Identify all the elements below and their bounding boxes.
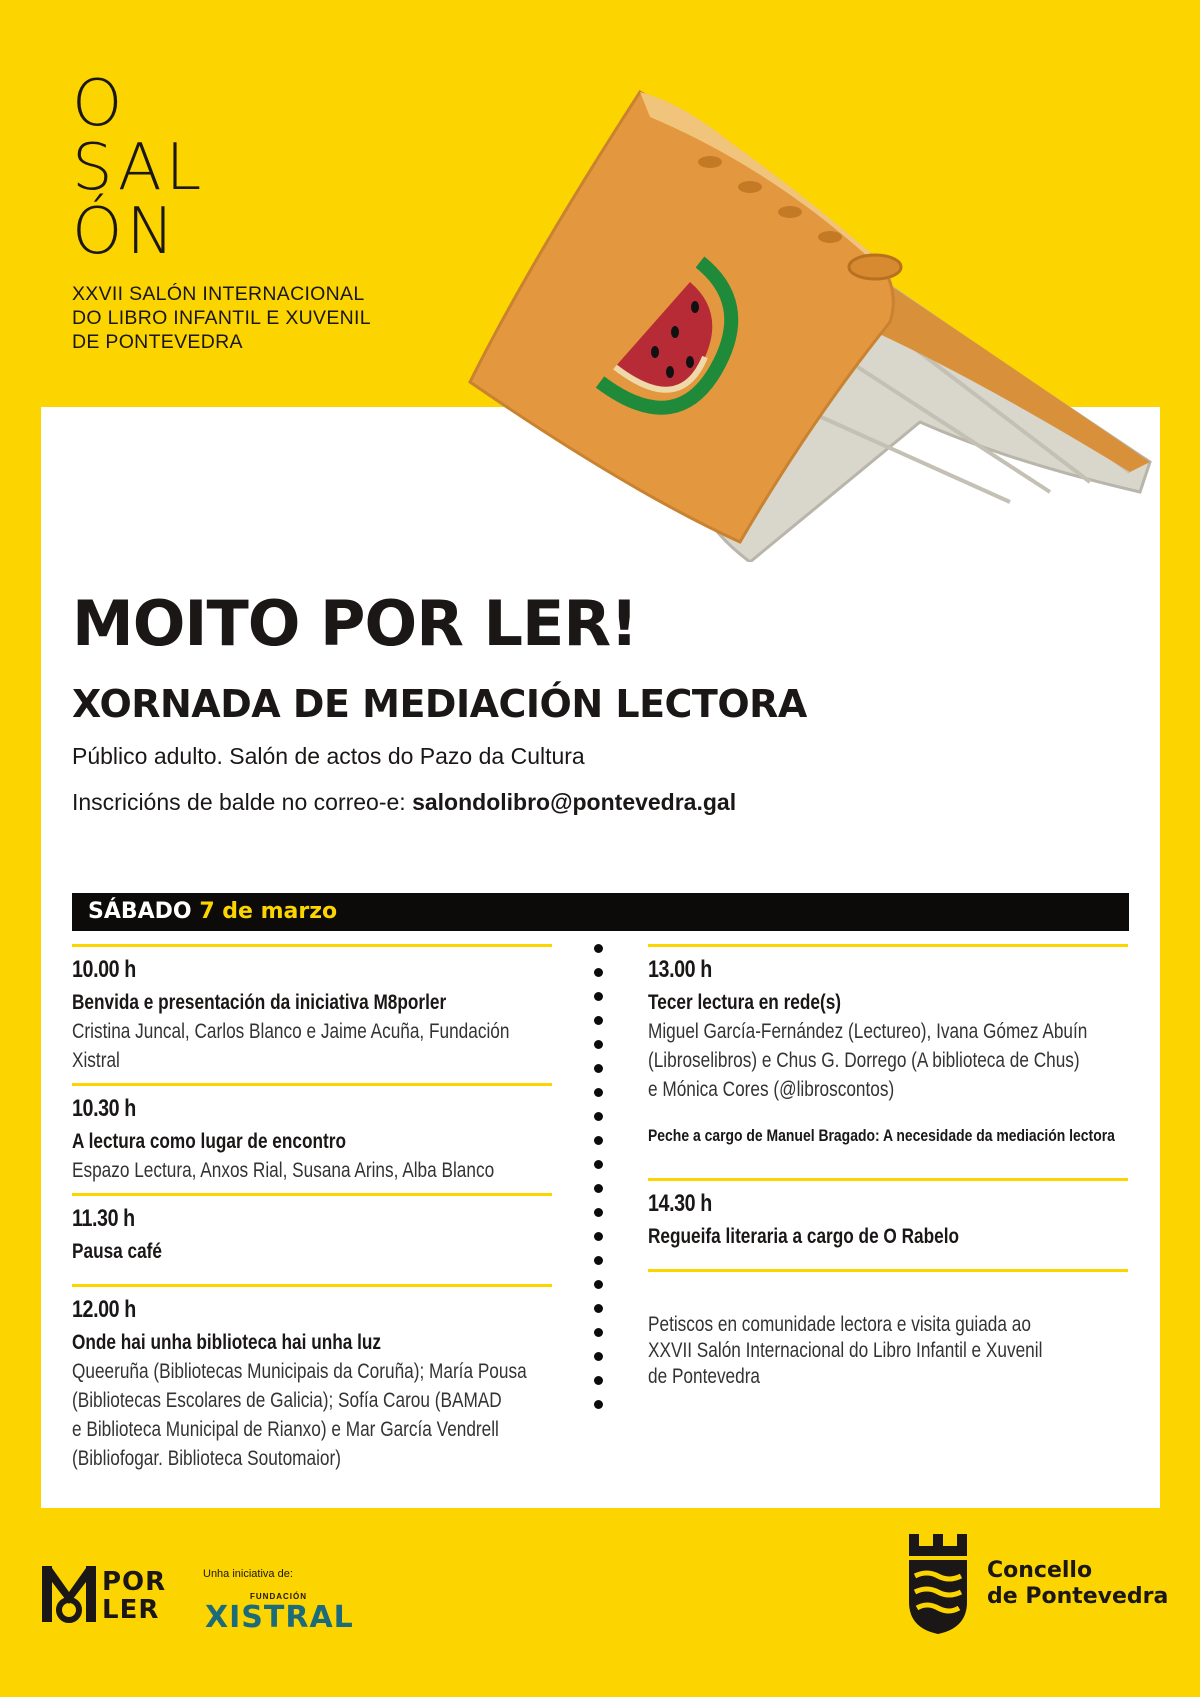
closing-talk: Peche a cargo de Manuel Bragado: A necesidade da mediación lectora [648, 1126, 1115, 1145]
schedule-item [72, 944, 552, 1083]
item-title: Benvida e presentación da iniciativa M8porler [72, 991, 447, 1014]
logo-subtitle-line: XXVII SALÓN INTERNACIONAL [72, 283, 365, 305]
item-title: A lectura como lugar de encontro [72, 1130, 346, 1153]
fundacion-label: FUNDACIÓN [250, 1592, 307, 1601]
logo-subtitle-line: DO LIBRO INFANTIL E XUVENIL [72, 307, 371, 329]
m8porler-logo-text [102, 1568, 166, 1624]
item-time: 12.00 h [72, 1296, 136, 1323]
petiscos-note: Petiscos en comunidade lectora e visita guiada ao XXVII Salón Internacional do Libro Infantil e Xuvenil de Pontevedra [648, 1313, 1043, 1388]
logo-line-3: ÓN [72, 195, 179, 269]
m8porler-logo-icon [40, 1562, 100, 1624]
logo-line-1: O [72, 67, 127, 141]
item-time: 10.00 h [72, 956, 136, 983]
item-people: Miguel García-Fernández (Lectureo), Ivana Gómez Abuín (Libroselibros) e Chus G. Dorrego (A biblioteca de Chus) e Mónica Cores (@libroscontos) [648, 1020, 1088, 1101]
item-time: 11.30 h [72, 1205, 135, 1232]
column-divider-dots [594, 944, 603, 1424]
event-registration [72, 787, 736, 817]
item-people: Cristina Juncal, Carlos Blanco e Jaime Acuña, Fundación Xistral [72, 1020, 510, 1072]
schedule-item [648, 944, 1128, 1178]
item-people: Queeruña (Bibliotecas Municipais da Coruña); María Pousa (Bibliotecas Escolares de Galicia); Sofía Carou (BAMAD e Biblioteca Municipal de Rianxo) e Mar García Vendrell (Bibliofogar. Biblioteca Soutomaior) [72, 1360, 527, 1470]
concello-name [987, 1558, 1168, 1610]
schedule-item [72, 1284, 552, 1481]
item-title: Onde hai unha biblioteca hai unha luz [72, 1331, 382, 1354]
event-audience: Público adulto. Salón de actos do Pazo da Cultura [72, 743, 585, 769]
item-time: 14.30 h [648, 1190, 712, 1217]
logo-subtitle [72, 282, 371, 354]
day-name: SÁBADO [88, 899, 192, 924]
item-title: Regueifa literaria a cargo de O Rabelo [648, 1225, 960, 1248]
item-title: Tecer lectura en rede(s) [648, 991, 842, 1014]
concello-logo [905, 1532, 1169, 1641]
item-time: 13.00 h [648, 956, 712, 983]
m8porler-line-2: LER [102, 1595, 160, 1625]
day-date: 7 de marzo [199, 899, 338, 924]
divider-line [648, 1269, 1128, 1272]
pontevedra-shield-icon [905, 1532, 971, 1636]
item-time: 10.30 h [72, 1095, 136, 1122]
event-subtitle: XORNADA DE MEDIACIÓN LECTORA [72, 682, 807, 726]
item-title: Pausa café [72, 1240, 162, 1263]
schedule-item [72, 1193, 552, 1284]
schedule-right-column [648, 944, 1128, 1390]
initiative-label: Unha iniciativa de: [203, 1568, 293, 1580]
registration-label: Inscricións de balde no correo-e: [72, 789, 413, 815]
schedule-item [648, 1178, 1128, 1269]
xistral-logo: XISTRAL [205, 1600, 354, 1635]
logo-line-2: SAL [72, 131, 206, 205]
registration-email-link[interactable]: salondolibro@pontevedra.gal [412, 789, 737, 815]
item-people: Espazo Lectura, Anxos Rial, Susana Arins, Alba Blanco [72, 1159, 495, 1182]
logo-subtitle-line: DE PONTEVEDRA [72, 331, 243, 353]
m8porler-line-1: POR [102, 1567, 167, 1597]
schedule-item [72, 1083, 552, 1193]
day-header [72, 893, 1129, 931]
concello-line-1: Concello [987, 1558, 1093, 1583]
embroidered-book-illustration [450, 62, 1170, 562]
concello-line-2: de Pontevedra [987, 1584, 1169, 1609]
event-title: MOITO POR LER! [72, 587, 638, 660]
salon-logo [72, 67, 371, 354]
schedule-left-column [72, 944, 552, 1481]
